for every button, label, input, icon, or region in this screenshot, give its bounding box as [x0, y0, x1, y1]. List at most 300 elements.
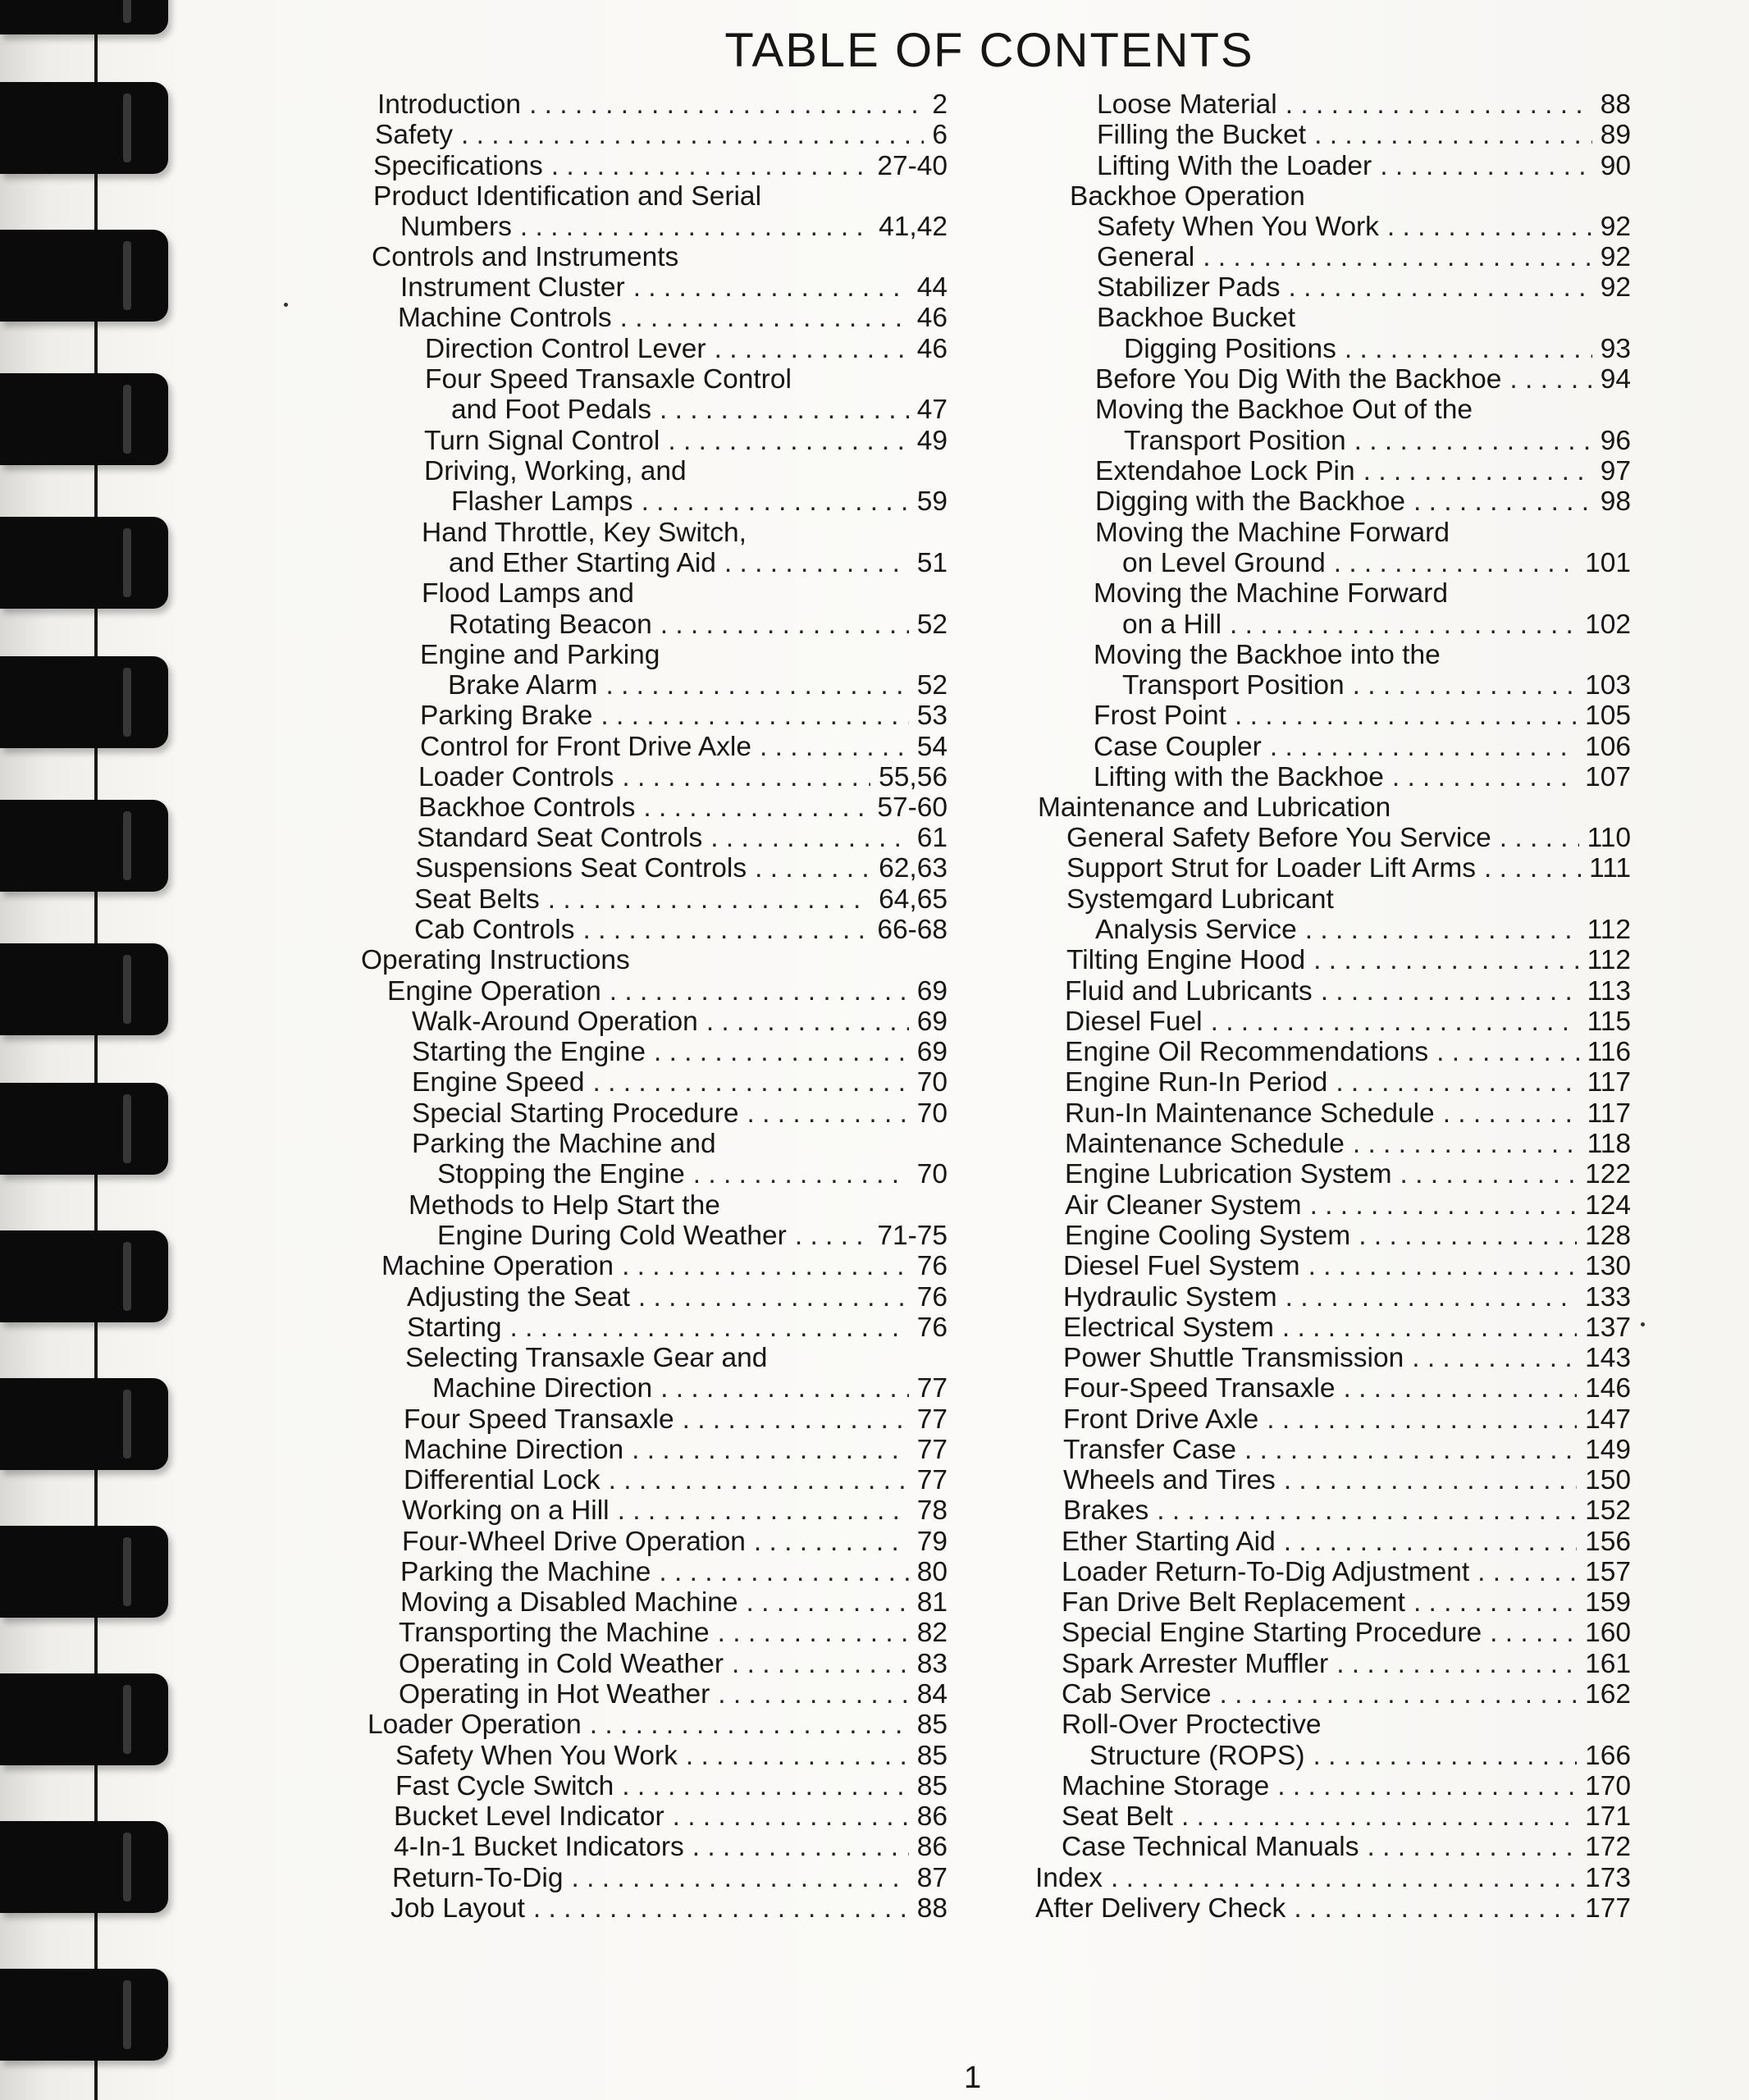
toc-entry-page: 117: [1587, 1067, 1631, 1098]
dot-leader: [1336, 1648, 1577, 1681]
toc-entry: [1094, 578, 1456, 610]
toc-entry-page: 62,63: [879, 853, 948, 883]
dot-leader: [654, 1036, 909, 1069]
toc-entry: [1095, 914, 1631, 947]
dot-leader: [551, 150, 870, 183]
toc-entry-label: General: [1097, 242, 1195, 272]
toc-entry-label: Loader Operation: [368, 1710, 582, 1740]
toc-entry: [1124, 425, 1631, 458]
toc-entry: [1095, 517, 1458, 550]
toc-entry: [1065, 1006, 1631, 1039]
toc-entry-page: 98: [1600, 486, 1631, 517]
toc-entry-label: and Foot Pedals: [451, 395, 651, 425]
toc-entry-label: Filling the Bucket: [1097, 120, 1307, 150]
toc-entry: [420, 731, 948, 764]
toc-entry-page: 103: [1585, 670, 1631, 701]
toc-entry-label: Transport Position: [1124, 426, 1346, 456]
toc-entry-page: 46: [916, 303, 948, 333]
dot-leader: [622, 1770, 909, 1803]
dot-leader: [683, 1404, 909, 1436]
dot-leader: [1509, 363, 1591, 396]
toc-entry-label: Loose Material: [1097, 89, 1277, 120]
toc-entry: [1063, 1250, 1631, 1283]
toc-entry-page: 66-68: [877, 915, 948, 945]
dot-leader: [601, 700, 908, 733]
binding-ring: [0, 656, 168, 748]
binding-ring: [0, 943, 168, 1035]
toc-entry-page: 90: [1600, 151, 1631, 181]
toc-entry: [1122, 547, 1631, 580]
dot-leader: [618, 1495, 909, 1527]
binding-ring: [0, 230, 168, 322]
toc-entry-label: Cab Service: [1062, 1679, 1212, 1710]
toc-entry: [407, 1281, 948, 1314]
toc-entry-page: 51: [916, 548, 948, 578]
toc-entry-page: 171: [1585, 1801, 1631, 1832]
toc-entry-label: Working on a Hill: [402, 1495, 610, 1526]
toc-entry-label: Four-Wheel Drive Operation: [402, 1527, 746, 1557]
toc-entry-page: 69: [916, 976, 948, 1007]
toc-entry: [1066, 944, 1631, 977]
toc-entry-page: 110: [1587, 823, 1631, 853]
dot-leader: [1270, 731, 1577, 764]
dot-leader: [620, 302, 909, 335]
toc-entry-page: 2: [932, 89, 948, 120]
toc-entry: [1063, 1312, 1631, 1344]
toc-entry-label: Machine Direction: [432, 1373, 653, 1404]
toc-entry-page: 160: [1585, 1618, 1631, 1648]
toc-entry-page: 85: [916, 1710, 948, 1740]
toc-entry-page: 92: [1600, 212, 1631, 242]
dot-leader: [718, 1617, 909, 1650]
dot-leader: [1313, 1740, 1577, 1773]
toc-entry-label: Maintenance and Lubrication: [1038, 792, 1391, 823]
dot-leader: [706, 1006, 909, 1039]
toc-entry-label: Backhoe Operation: [1070, 181, 1305, 212]
toc-entry: [1062, 1586, 1631, 1619]
toc-entry-page: 6: [932, 120, 948, 150]
toc-entry-page: 118: [1587, 1129, 1631, 1159]
toc-entry-page: 85: [916, 1741, 948, 1771]
dot-leader: [715, 333, 909, 366]
dot-leader: [1413, 1586, 1577, 1619]
toc-entry-page: 77: [916, 1435, 948, 1465]
toc-entry-label: Digging Positions: [1124, 334, 1336, 364]
toc-entry-label: Seat Belts: [414, 884, 540, 915]
toc-entry: [375, 119, 948, 152]
toc-entry-label: Engine Lubrication System: [1065, 1159, 1392, 1189]
dot-leader: [533, 1892, 909, 1925]
toc-entry-page: 86: [916, 1832, 948, 1862]
dot-leader: [1477, 1556, 1577, 1589]
dot-leader: [638, 1281, 909, 1314]
dot-leader: [1314, 119, 1592, 152]
toc-entry: [1063, 1464, 1631, 1497]
toc-entry-page: 84: [916, 1679, 948, 1710]
dot-leader: [583, 914, 870, 947]
toc-entry-label: Stopping the Engine: [437, 1159, 685, 1189]
toc-entry: [425, 363, 800, 396]
dot-leader: [692, 1831, 909, 1864]
toc-entry-page: 77: [916, 1373, 948, 1404]
dot-leader: [605, 669, 908, 702]
toc-entry: [422, 517, 755, 550]
toc-entry-label: Methods to Help Start the: [409, 1190, 720, 1221]
toc-entry: [1063, 1404, 1631, 1436]
toc-entry: [412, 1066, 948, 1099]
toc-entry-label: Operating Instructions: [361, 945, 630, 975]
toc-entry-label: Operating in Hot Weather: [399, 1679, 710, 1710]
dot-leader: [1203, 241, 1592, 274]
toc-entry: [402, 1526, 948, 1559]
toc-entry-page: 93: [1600, 334, 1631, 364]
toc-entry-label: Front Drive Axle: [1063, 1404, 1259, 1435]
dot-leader: [1400, 1158, 1578, 1191]
toc-entry-label: Suspensions Seat Controls: [415, 853, 747, 883]
toc-entry-page: 79: [916, 1527, 948, 1557]
toc-entry-page: 49: [916, 426, 948, 456]
dot-leader: [548, 883, 870, 916]
toc-entry-label: Roll-Over Proctective: [1062, 1710, 1322, 1740]
toc-entry: [1063, 1372, 1631, 1405]
dot-leader: [660, 609, 909, 641]
toc-entry-label: Adjusting the Seat: [407, 1282, 630, 1312]
toc-entry-label: Machine Storage: [1062, 1771, 1270, 1801]
toc-entry-label: Parking the Machine: [400, 1557, 651, 1587]
toc-entry: [381, 1250, 948, 1283]
dot-leader: [1288, 272, 1591, 304]
toc-entry-page: 70: [916, 1098, 948, 1129]
toc-entry-label: Engine During Cold Weather: [437, 1221, 787, 1251]
toc-entry: [415, 852, 948, 885]
dot-leader: [1345, 333, 1592, 366]
toc-entry-label: Specifications: [373, 151, 543, 181]
dot-leader: [1334, 547, 1577, 580]
toc-entry-label: Instrument Cluster: [400, 272, 625, 303]
toc-entry: [424, 425, 948, 458]
toc-entry-page: 87: [916, 1863, 948, 1893]
dot-leader: [1282, 1312, 1577, 1344]
dot-leader: [795, 1220, 869, 1253]
toc-entry: [437, 1158, 948, 1191]
toc-entry-page: 54: [916, 732, 948, 762]
toc-entry: [1063, 1434, 1631, 1467]
toc-entry-label: Diesel Fuel System: [1063, 1251, 1300, 1281]
toc-entry-label: Engine and Parking: [420, 640, 660, 670]
binding-ring: [0, 373, 168, 465]
toc-entry-page: 97: [1600, 456, 1631, 486]
dot-leader: [1321, 975, 1579, 1008]
toc-entry: [399, 1678, 948, 1711]
toc-entry-page: 130: [1585, 1251, 1631, 1281]
dot-leader: [632, 1434, 909, 1467]
toc-entry-page: 122: [1585, 1159, 1631, 1189]
toc-entry-page: 162: [1585, 1679, 1631, 1710]
toc-entry-label: Run-In Maintenance Schedule: [1065, 1098, 1435, 1129]
dot-leader: [1285, 89, 1592, 121]
toc-entry-label: Ether Starting Aid: [1062, 1527, 1276, 1557]
toc-entry: [1065, 1066, 1631, 1099]
toc-entry: [1062, 1831, 1631, 1864]
toc-entry-page: 117: [1587, 1098, 1631, 1129]
page-number: 1: [964, 2061, 982, 2095]
dot-leader: [1436, 1036, 1578, 1069]
toc-entry-page: 52: [916, 670, 948, 701]
toc-entry-label: Moving the Machine Forward: [1095, 518, 1450, 548]
dot-leader: [1313, 944, 1578, 977]
toc-entry: [392, 1862, 948, 1895]
toc-entry-label: Product Identification and Serial: [373, 181, 762, 212]
toc-entry: [1035, 1892, 1631, 1925]
toc-entry: [418, 792, 948, 824]
toc-entry: [1094, 761, 1631, 794]
toc-entry-page: 44: [916, 272, 948, 303]
toc-entry-page: 92: [1600, 272, 1631, 303]
toc-entry-label: Special Engine Starting Procedure: [1062, 1618, 1482, 1648]
toc-entry-label: Stabilizer Pads: [1097, 272, 1281, 303]
toc-entry-page: 170: [1585, 1771, 1631, 1801]
toc-entry-label: Bucket Level Indicator: [394, 1801, 664, 1832]
toc-entry: [420, 639, 668, 672]
toc-entry-label: Engine Run-In Period: [1065, 1067, 1328, 1098]
dot-leader: [1387, 211, 1592, 244]
toc-entry-label: Standard Seat Controls: [417, 823, 703, 853]
toc-entry: [368, 1709, 948, 1742]
toc-entry: [437, 1220, 948, 1253]
toc-entry: [425, 333, 948, 366]
toc-entry: [1094, 639, 1449, 672]
toc-entry-label: Safety When You Work: [1097, 212, 1379, 242]
page-title: TABLE OF CONTENTS: [724, 24, 1254, 77]
toc-entry-label: Walk-Around Operation: [412, 1007, 698, 1037]
toc-entry: [400, 1556, 948, 1589]
toc-entry: [394, 1831, 948, 1864]
toc-entry: [1063, 1342, 1631, 1375]
toc-entry-label: Introduction: [377, 89, 522, 120]
toc-entry-page: 76: [916, 1282, 948, 1312]
dot-leader: [732, 1648, 909, 1681]
toc-entry-label: Differential Lock: [404, 1465, 601, 1495]
toc-entry-label: Transfer Case: [1063, 1435, 1236, 1465]
toc-entry: [402, 1495, 948, 1527]
toc-entry-label: Frost Point: [1094, 701, 1226, 731]
binding-ring: [0, 82, 168, 174]
toc-entry-label: Extendahoe Lock Pin: [1095, 456, 1355, 486]
dot-leader: [1157, 1495, 1577, 1527]
toc-entry-label: Brake Alarm: [448, 670, 598, 701]
toc-entry-label: Safety When You Work: [395, 1741, 678, 1771]
dot-leader: [747, 1098, 909, 1130]
toc-entry-label: Flood Lamps and: [422, 578, 634, 609]
dot-leader: [1443, 1098, 1579, 1130]
dot-leader: [1353, 669, 1577, 702]
dot-leader: [754, 1526, 909, 1559]
toc-entry-label: Power Shuttle Transmission: [1063, 1343, 1404, 1373]
dot-leader: [1285, 1281, 1577, 1314]
toc-entry-page: 128: [1585, 1221, 1631, 1251]
toc-entry-page: 101: [1585, 548, 1631, 578]
toc-entry: [1065, 1098, 1631, 1130]
toc-entry-label: on Level Ground: [1122, 548, 1326, 578]
toc-entry: [1097, 241, 1631, 274]
toc-entry-label: Machine Direction: [404, 1435, 624, 1465]
dot-leader: [1181, 1801, 1577, 1833]
toc-entry: [394, 1801, 948, 1833]
toc-entry: [387, 975, 948, 1008]
dot-leader: [1336, 1066, 1578, 1099]
dot-leader: [1363, 455, 1592, 488]
toc-entry: [400, 1586, 948, 1619]
toc-entry: [399, 1648, 948, 1681]
toc-entry-page: 88: [1600, 89, 1631, 120]
toc-entry-page: 105: [1585, 701, 1631, 731]
toc-entry: [1062, 1648, 1631, 1681]
toc-entry-page: 70: [916, 1067, 948, 1098]
toc-entry: [449, 547, 948, 580]
toc-entry: [414, 883, 948, 916]
toc-entry-page: 159: [1585, 1587, 1631, 1618]
dot-leader: [520, 211, 870, 244]
dot-leader: [461, 119, 924, 152]
toc-entry-label: Lifting With the Loader: [1097, 151, 1372, 181]
toc-entry-page: 106: [1585, 732, 1631, 762]
toc-entry: [373, 150, 948, 183]
toc-entry-label: Starting: [407, 1312, 502, 1343]
dot-leader: [610, 975, 909, 1008]
dot-leader: [643, 792, 869, 824]
toc-entry-page: 88: [916, 1893, 948, 1924]
toc-entry-page: 70: [916, 1159, 948, 1189]
toc-entry-label: Moving the Backhoe Out of the: [1095, 395, 1473, 425]
toc-entry: [417, 822, 948, 855]
toc-entry: [409, 1189, 728, 1222]
dot-leader: [1308, 1250, 1578, 1283]
binding-ring: [0, 1378, 168, 1470]
toc-entry: [1062, 1617, 1631, 1650]
toc-entry: [1062, 1801, 1631, 1833]
dot-leader: [1359, 1220, 1577, 1253]
toc-entry-label: Analysis Service: [1095, 915, 1297, 945]
dot-leader: [1343, 1372, 1577, 1405]
toc-entry: [412, 1006, 948, 1039]
toc-entry-label: Brakes: [1063, 1495, 1149, 1526]
toc-entry-label: Moving the Machine Forward: [1094, 578, 1448, 609]
toc-entry-label: Parking the Machine and: [412, 1129, 716, 1159]
dot-leader: [660, 394, 909, 427]
toc-entry-label: Air Cleaner System: [1065, 1190, 1302, 1221]
toc-entry-label: Index: [1035, 1863, 1103, 1893]
toc-entry-label: Support Strut for Loader Lift Arms: [1066, 853, 1477, 883]
toc-entry-label: Direction Control Lever: [425, 334, 706, 364]
toc-entry-label: Engine Operation: [387, 976, 601, 1007]
toc-entry: [1095, 394, 1481, 427]
toc-entry-page: 152: [1585, 1495, 1631, 1526]
toc-entry-label: Moving the Backhoe into the: [1094, 640, 1441, 670]
toc-entry-page: 85: [916, 1771, 948, 1801]
toc-entry-label: Lifting with the Backhoe: [1094, 762, 1384, 792]
toc-entry-label: Machine Controls: [398, 303, 612, 333]
dot-leader: [1230, 609, 1577, 641]
toc-entry-page: 77: [916, 1404, 948, 1435]
toc-entry-label: Rotating Beacon: [449, 609, 652, 640]
dot-leader: [622, 761, 870, 794]
toc-entry-label: Engine Oil Recommendations: [1065, 1037, 1429, 1067]
toc-entry-page: 113: [1587, 976, 1631, 1007]
dot-leader: [1490, 1617, 1577, 1650]
toc-entry-page: 172: [1585, 1832, 1631, 1862]
toc-entry: [1065, 1220, 1631, 1253]
binding-ring: [0, 1230, 168, 1322]
dot-leader: [609, 1464, 909, 1497]
dot-leader: [1235, 700, 1577, 733]
toc-entry-label: Four Speed Transaxle Control: [425, 364, 792, 395]
dot-leader: [1244, 1434, 1577, 1467]
toc-entry-page: 156: [1585, 1527, 1631, 1557]
toc-entry-label: Starting the Engine: [412, 1037, 646, 1067]
toc-entry-page: 107: [1585, 762, 1631, 792]
toc-entry-label: Parking Brake: [420, 701, 593, 731]
toc-entry: [405, 1342, 775, 1375]
dot-leader: [572, 1862, 909, 1895]
toc-entry-label: Safety: [375, 120, 453, 150]
toc-entry: [422, 578, 642, 610]
toc-entry: [1063, 1495, 1631, 1527]
toc-entry: [361, 944, 638, 977]
toc-entry-label: Tilting Engine Hood: [1066, 945, 1306, 975]
toc-entry: [1065, 1158, 1631, 1191]
toc-entry: [400, 272, 948, 304]
dot-leader: [760, 731, 909, 764]
toc-entry-label: Backhoe Controls: [418, 792, 636, 823]
toc-entry-page: 161: [1585, 1649, 1631, 1679]
toc-entry: [372, 241, 687, 274]
toc-entry-label: Turn Signal Control: [424, 426, 660, 456]
toc-entry-label: General Safety Before You Service: [1066, 823, 1491, 853]
toc-entry-page: 116: [1587, 1037, 1631, 1067]
toc-entry: [424, 455, 695, 488]
toc-entry-page: 94: [1600, 364, 1631, 395]
toc-entry-page: 83: [916, 1649, 948, 1679]
toc-entry-page: 149: [1585, 1435, 1631, 1465]
dot-leader: [1484, 852, 1581, 885]
toc-entry-label: Systemgard Lubricant: [1066, 884, 1334, 915]
toc-entry-label: Engine Speed: [412, 1067, 585, 1098]
toc-entry: [407, 1312, 948, 1344]
toc-entry: [414, 914, 948, 947]
toc-entry: [1094, 731, 1631, 764]
toc-entry-label: Spark Arrester Muffler: [1062, 1649, 1329, 1679]
toc-entry-label: Return-To-Dig: [392, 1863, 564, 1893]
toc-entry-page: 27-40: [877, 151, 948, 181]
toc-entry-page: 57-60: [877, 792, 948, 823]
toc-entry-page: 80: [916, 1557, 948, 1587]
toc-entry-label: Job Layout: [390, 1893, 525, 1924]
dot-leader: [1412, 1342, 1577, 1375]
dot-leader: [1305, 914, 1579, 947]
dot-leader: [1277, 1770, 1577, 1803]
dot-leader: [668, 425, 908, 458]
toc-entry: [373, 180, 769, 213]
toc-entry: [1038, 792, 1399, 824]
toc-entry-label: Operating in Cold Weather: [399, 1649, 724, 1679]
toc-entry-page: 77: [916, 1465, 948, 1495]
dot-leader: [1310, 1189, 1578, 1222]
toc-entry: [404, 1464, 948, 1497]
dot-leader: [1267, 1404, 1577, 1436]
toc-entry: [400, 211, 948, 244]
toc-entry-label: Flasher Lamps: [451, 486, 633, 517]
toc-entry: [390, 1892, 948, 1925]
